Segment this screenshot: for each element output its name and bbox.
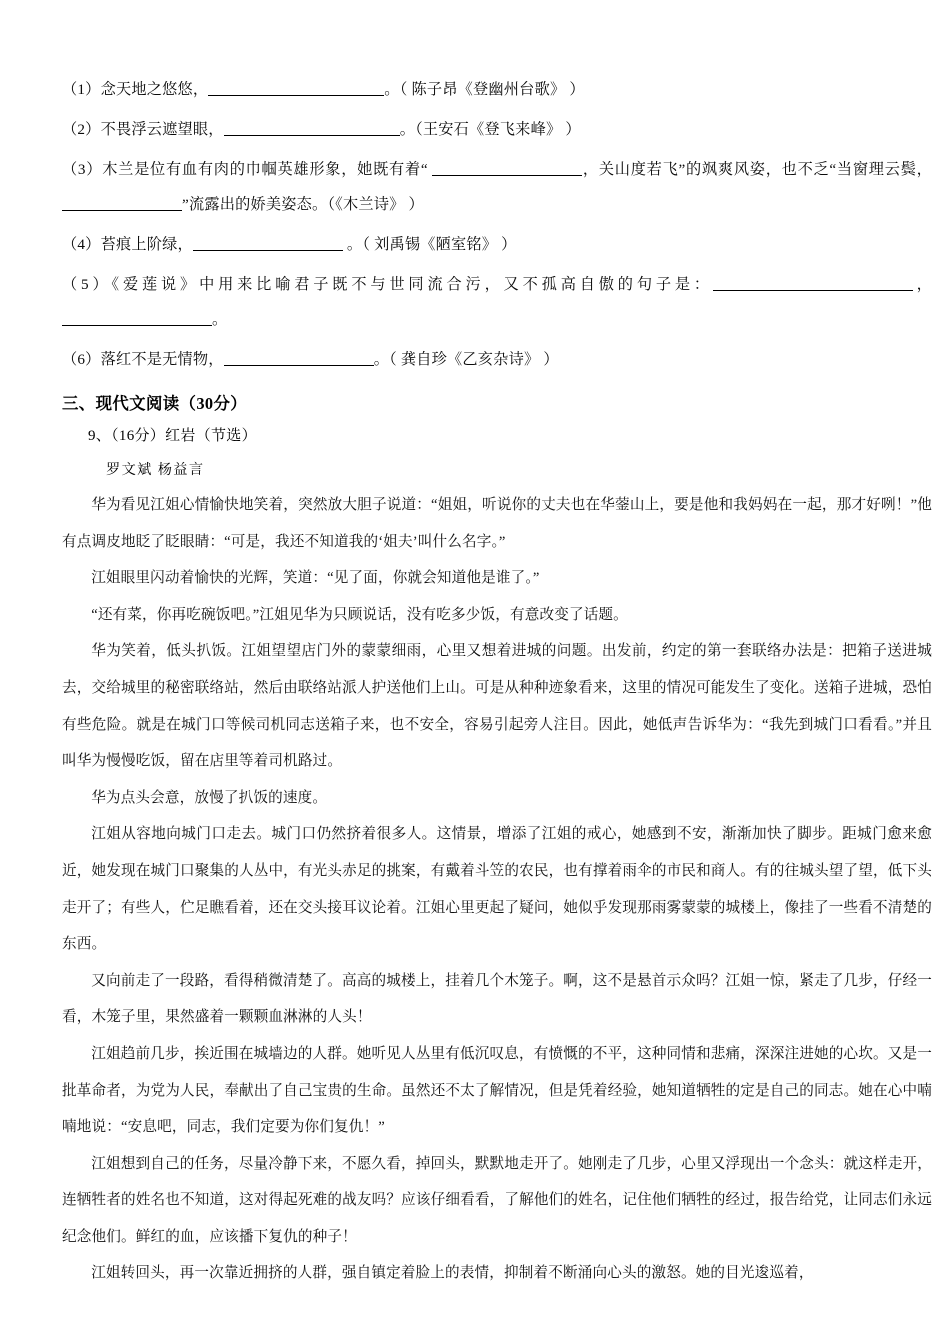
item-text-after-2: 。（王安石《登飞来峰》 ）: [399, 121, 581, 138]
item-text-after-1: 。（ 陈子昂《登幽州台歌》 ）: [384, 81, 585, 98]
item-text-after-5: ，: [912, 276, 933, 293]
passage-paragraph-7: 又向前走了一段路，看得稍微清楚了。高高的城楼上，挂着几个木笼子。啊，这不是悬首示众吗？江姐一惊，紧走了几步，仔经一看，木笼子里，果然盛着一颗颗血淋淋的人头！: [62, 972, 932, 1026]
item-number-6: （6）: [62, 351, 101, 368]
answer-blank-1[interactable]: [208, 80, 384, 96]
question-label-9: 9、（16分）红岩（节选）: [88, 428, 257, 444]
item-text-before-1: 念天地之悠悠，: [100, 81, 209, 98]
passage-paragraph-6: 江姐从容地向城门口走去。城门口仍然挤着很多人。这情景，增添了江姐的戒心，她感到不安，渐渐加快了脚步。距城门愈来愈近，她发现在城门口聚集的人丛中，有光头赤足的挑案，有戴着斗笠的农民，也有撑着雨伞的市民和商人。有的往城头望了望，低下头走开了；有些人，伫足瞧看着，还在交头接耳议论着。江姐心里更起了疑问，她似乎发现那雨雾蒙蒙的城楼上，像挂了一些看不清楚的东西。: [62, 826, 932, 953]
fill-in-blank-item-4: [62, 227, 932, 262]
item-text-before-2: 不畏浮云遮望眼，: [100, 121, 224, 138]
reading-passage: [62, 487, 932, 1292]
item-text-before-6: 落红不是无情物，: [100, 351, 224, 368]
item-text-before-4: 苔痕上阶绿，: [100, 236, 193, 253]
fill-in-blank-item-1: [62, 72, 932, 107]
fill-in-blank-item-6: [62, 342, 932, 377]
item-text-after2-3: ”流露出的娇美姿态。（《木兰诗》 ）: [182, 196, 424, 213]
passage-paragraph-9: 江姐想到自己的任务，尽量冷静下来，不愿久看，掉回头，默默地走开了。她刚走了几步，心里又浮现出一个念头：就这样走开，连牺牲者的姓名也不知道，这对得起死难的战友吗？应该仔细看看，了解他们的姓名，记住他们牺牲的经过，报告给党，让同志们永远纪念他们。鲜红的血，应该播下复仇的种子！: [62, 1155, 932, 1245]
item-number-5: （5）: [62, 276, 112, 293]
answer-blank-5a[interactable]: [713, 275, 913, 291]
fill-in-blank-item-5: [62, 267, 932, 337]
answer-blank-6[interactable]: [224, 350, 374, 366]
item-text-before-3: 木兰是位有血有肉的巾帼英雄形象，她既有着“: [102, 161, 433, 178]
item-number-1: （1）: [62, 81, 101, 98]
item-text-after-3: ，关山度若飞”的飒爽风姿，也不乏“当窗理云鬓，: [582, 161, 932, 178]
fill-in-blank-item-3: [62, 152, 932, 222]
answer-blank-2[interactable]: [224, 120, 400, 136]
item-number-4: （4）: [62, 236, 101, 253]
item-text-after-6: 。（ 龚自珍《乙亥杂诗》 ）: [373, 351, 559, 368]
fill-in-blank-item-2: [62, 112, 932, 147]
fill-in-blank-list: [62, 72, 932, 377]
answer-blank-4[interactable]: [193, 235, 343, 251]
passage-paragraph-10: 江姐转回头，再一次靠近拥挤的人群，强自镇定着脸上的表情，抑制着不断涌向心头的激怒。她的目光逡巡着，: [91, 1265, 814, 1282]
passage-authors: 罗文斌 杨益言: [106, 462, 205, 478]
passage-paragraph-2: 江姐眼里闪动着愉快的光辉，笑道：“见了面，你就会知道他是谁了。”: [91, 570, 540, 587]
passage-paragraph-5: 华为点头会意，放慢了扒饭的速度。: [91, 789, 328, 806]
item-number-2: （2）: [62, 121, 101, 138]
item-text-after-4: 。（ 刘禹锡《陋室铭》 ）: [342, 236, 517, 253]
passage-paragraph-4: 华为笑着，低头扒饭。江姐望望店门外的蒙蒙细雨，心里又想着进城的问题。出发前，约定的第一套联络办法是：把箱子送进城去，交给城里的秘密联络站，然后由联络站派人护送他们上山。可是从种种迹象看来，这里的情况可能发生了变化。送箱子进城，恐怕有些危险。就是在城门口等候司机同志送箱子来，也不安全，容易引起旁人注目。因此，她低声告诉华为：“我先到城门口看看。”并且叫华为慢慢吃饭，留在店里等着司机路过。: [62, 643, 932, 770]
passage-paragraph-3: “还有菜，你再吃碗饭吧。”江姐见华为只顾说话，没有吃多少饭，有意改变了话题。: [91, 606, 628, 623]
item-text-before-5: 《爱莲说》中用来比喻君子既不与世同流合污，又不孤高自傲的句子是：: [111, 276, 713, 293]
answer-blank-3a[interactable]: [432, 160, 582, 176]
passage-paragraph-1: 华为看见江姐心情愉快地笑着，突然放大胆子说道：“姐姐，听说你的丈夫也在华蓥山上，要是他和我妈妈在一起，那才好咧！”他有点调皮地眨了眨眼睛：“可是，我还不知道我的‘姐夫’叫什么名字。”: [62, 497, 932, 550]
item-number-3: （3）: [62, 161, 103, 178]
answer-blank-3b[interactable]: [62, 195, 182, 211]
passage-paragraph-8: 江姐趋前几步，挨近围在城墙边的人群。她听见人丛里有低沉叹息，有愤慨的不平，这种同情和悲痛，深深注进她的心坎。又是一批革命者，为党为人民，奉献出了自己宝贵的生命。虽然还不太了解情况，但是凭着经验，她知道牺牲的定是自己的同志。她在心中喃喃地说：“安息吧，同志，我们定要为你们复仇！”: [62, 1045, 932, 1136]
item-text-after2-5: 。: [212, 311, 228, 328]
answer-blank-5b[interactable]: [62, 310, 212, 326]
section-heading-modern-reading: 三、现代文阅读（30分）: [62, 394, 248, 413]
